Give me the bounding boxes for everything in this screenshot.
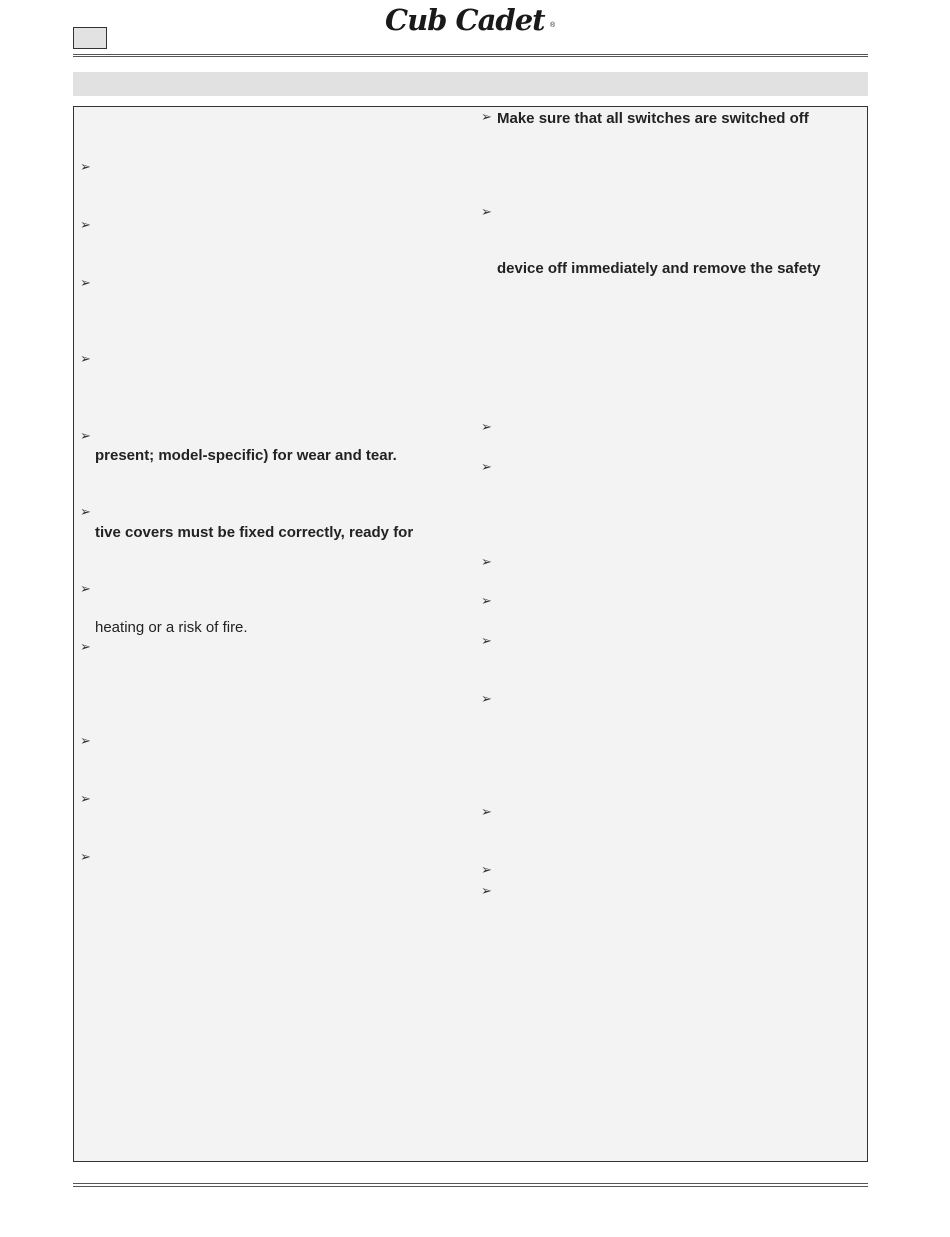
left-text-line-fire: heating or a risk of fire.: [95, 619, 248, 636]
bullet-arrow-icon: ➢: [481, 555, 492, 570]
bullet-arrow-icon: ➢: [481, 420, 492, 435]
bullet-arrow-icon: ➢: [80, 734, 91, 749]
bullet-arrow-icon: ➢: [481, 460, 492, 475]
footer-rule-secondary: [73, 1186, 868, 1187]
bullet-arrow-icon: ➢: [80, 792, 91, 807]
bullet-arrow-icon: ➢: [80, 640, 91, 655]
brand-logo: [385, 2, 560, 38]
bullet-arrow-icon: ➢: [80, 505, 91, 520]
bullet-arrow-icon: ➢: [481, 805, 492, 820]
section-heading-bar: [73, 72, 868, 96]
bullet-arrow-icon: ➢: [481, 594, 492, 609]
footer-rule: [73, 1183, 868, 1184]
bullet-arrow-icon: ➢: [481, 634, 492, 649]
bullet-arrow-icon: ➢: [481, 692, 492, 707]
bullet-arrow-icon: ➢: [80, 276, 91, 291]
header-rule-secondary: [73, 56, 868, 57]
right-text-line-device-off: device off immediately and remove the safety: [497, 260, 821, 277]
logo-wordmark: Cub Cadet: [385, 3, 545, 37]
left-text-line-covers: tive covers must be fixed correctly, ready for: [95, 524, 414, 541]
bullet-arrow-icon: ➢: [80, 850, 91, 865]
right-text-line-switches: Make sure that all switches are switched off: [497, 110, 809, 127]
header-rule: [73, 54, 868, 55]
bullet-arrow-icon: ➢: [80, 429, 91, 444]
left-text-line-wear: present; model-specific) for wear and tear.: [95, 447, 397, 464]
registered-mark: ®: [550, 22, 556, 29]
bullet-arrow-icon: ➢: [481, 205, 492, 220]
bullet-arrow-icon: ➢: [80, 160, 91, 175]
bullet-arrow-icon: ➢: [481, 884, 492, 899]
bullet-arrow-icon: ➢: [80, 218, 91, 233]
page-number-box: [73, 27, 107, 49]
bullet-arrow-icon: ➢: [80, 582, 91, 597]
bullet-arrow-icon: ➢: [481, 110, 492, 125]
bullet-arrow-icon: ➢: [481, 863, 492, 878]
bullet-arrow-icon: ➢: [80, 352, 91, 367]
